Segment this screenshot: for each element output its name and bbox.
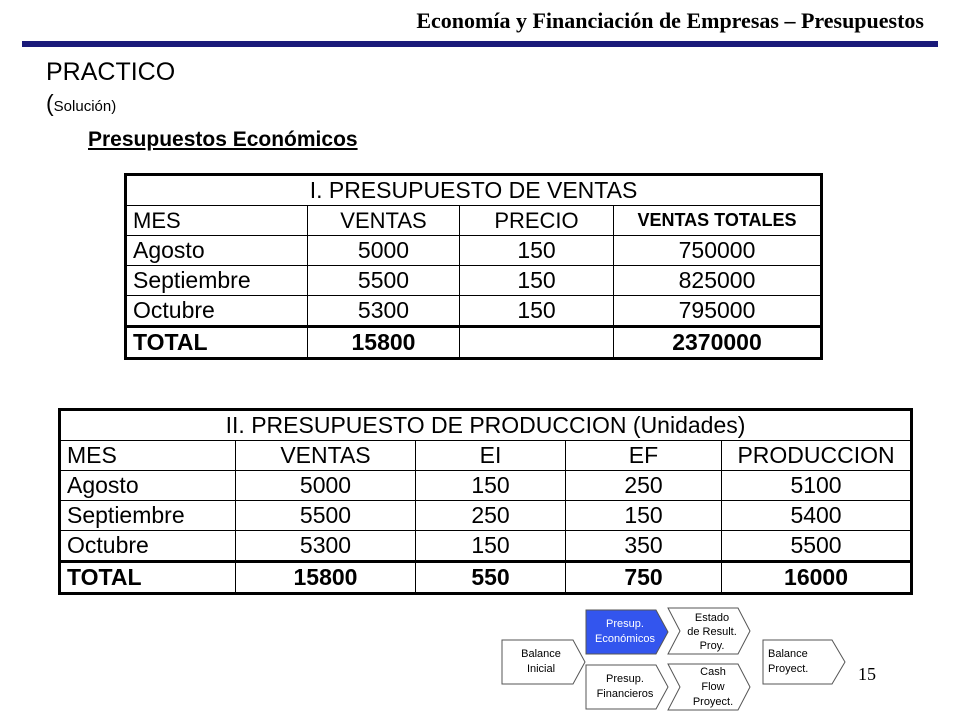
sales-table-title: I. PRESUPUESTO DE VENTAS — [126, 175, 822, 206]
value-cell: 825000 — [614, 266, 822, 296]
header-cell: EF — [566, 441, 722, 471]
value-cell: 5400 — [722, 501, 912, 531]
month-cell: Septiembre — [126, 266, 308, 296]
flow-presup-economicos[interactable] — [586, 610, 668, 654]
flow-cash-flow[interactable] — [668, 664, 750, 710]
value-cell: 250 — [566, 471, 722, 501]
flow-label: Proyect. — [692, 696, 734, 708]
flow-label: Presup. — [606, 618, 644, 630]
header-cell: PRODUCCION — [722, 441, 912, 471]
production-table-title: II. PRESUPUESTO DE PRODUCCION (Unidades) — [60, 410, 912, 441]
header-cell: VENTAS — [308, 206, 460, 236]
section-title: PRACTICO — [46, 58, 176, 86]
flow-label: Proyect. — [768, 663, 809, 675]
month-cell: Septiembre — [60, 501, 236, 531]
header-cell: VENTAS — [236, 441, 416, 471]
value-cell: 350 — [566, 531, 722, 562]
value-cell: 250 — [416, 501, 566, 531]
value-cell: 150 — [416, 531, 566, 562]
value-cell: 150 — [416, 471, 566, 501]
flow-label: Balance — [768, 648, 808, 660]
total-cell: 2370000 — [614, 327, 822, 359]
total-cell: 750 — [566, 562, 722, 594]
value-cell: 5500 — [308, 266, 460, 296]
flow-label: Cash — [700, 666, 726, 678]
page-number: 15 — [858, 664, 876, 684]
value-cell: 5300 — [236, 531, 416, 562]
value-cell: 795000 — [614, 296, 822, 327]
header-cell: EI — [416, 441, 566, 471]
total-cell: 15800 — [236, 562, 416, 594]
flow-label: Estado — [694, 612, 730, 624]
header-cell: PRECIO — [460, 206, 614, 236]
value-cell: 750000 — [614, 236, 822, 266]
flow-label: Económicos — [595, 633, 655, 645]
flow-presup-financieros[interactable] — [586, 665, 668, 709]
flow-label: Flow — [701, 681, 725, 693]
flow-balance-inicial[interactable] — [502, 640, 585, 684]
value-cell: 150 — [460, 266, 614, 296]
flow-label: Proy. — [699, 640, 725, 652]
month-cell: Octubre — [126, 296, 308, 327]
total-cell: 550 — [416, 562, 566, 594]
sub-heading: Presupuestos Económicos — [88, 128, 358, 151]
total-label: TOTAL — [60, 562, 236, 594]
value-cell: 150 — [566, 501, 722, 531]
header-title: Economía y Financiación de Empresas – Presupuestos — [416, 8, 924, 33]
flow-label: Balance — [521, 648, 561, 660]
header-cell: MES — [126, 206, 308, 236]
value-cell: 5100 — [722, 471, 912, 501]
total-cell: 15800 — [308, 327, 460, 359]
flow-estado-result[interactable] — [668, 608, 750, 654]
month-cell: Agosto — [126, 236, 308, 266]
subtitle-text: Solución) — [53, 98, 117, 115]
flow-label: Presup. — [606, 673, 644, 685]
month-cell: Octubre — [60, 531, 236, 562]
flow-balance-proyect[interactable] — [763, 640, 845, 684]
header-cell: VENTAS TOTALES — [614, 206, 822, 236]
value-cell: 150 — [460, 296, 614, 327]
value-cell: 5000 — [308, 236, 460, 266]
total-cell: 16000 — [722, 562, 912, 594]
value-cell: 5000 — [236, 471, 416, 501]
flow-label: de Result. — [687, 626, 737, 638]
value-cell: 5500 — [722, 531, 912, 562]
subtitle-paren: ( — [46, 90, 54, 116]
total-label: TOTAL — [126, 327, 308, 359]
value-cell: 5500 — [236, 501, 416, 531]
flow-label: Financieros — [596, 688, 654, 700]
value-cell: 5300 — [308, 296, 460, 327]
month-cell: Agosto — [60, 471, 236, 501]
value-cell: 150 — [460, 236, 614, 266]
flow-label: Inicial — [526, 663, 556, 675]
header-cell: MES — [60, 441, 236, 471]
